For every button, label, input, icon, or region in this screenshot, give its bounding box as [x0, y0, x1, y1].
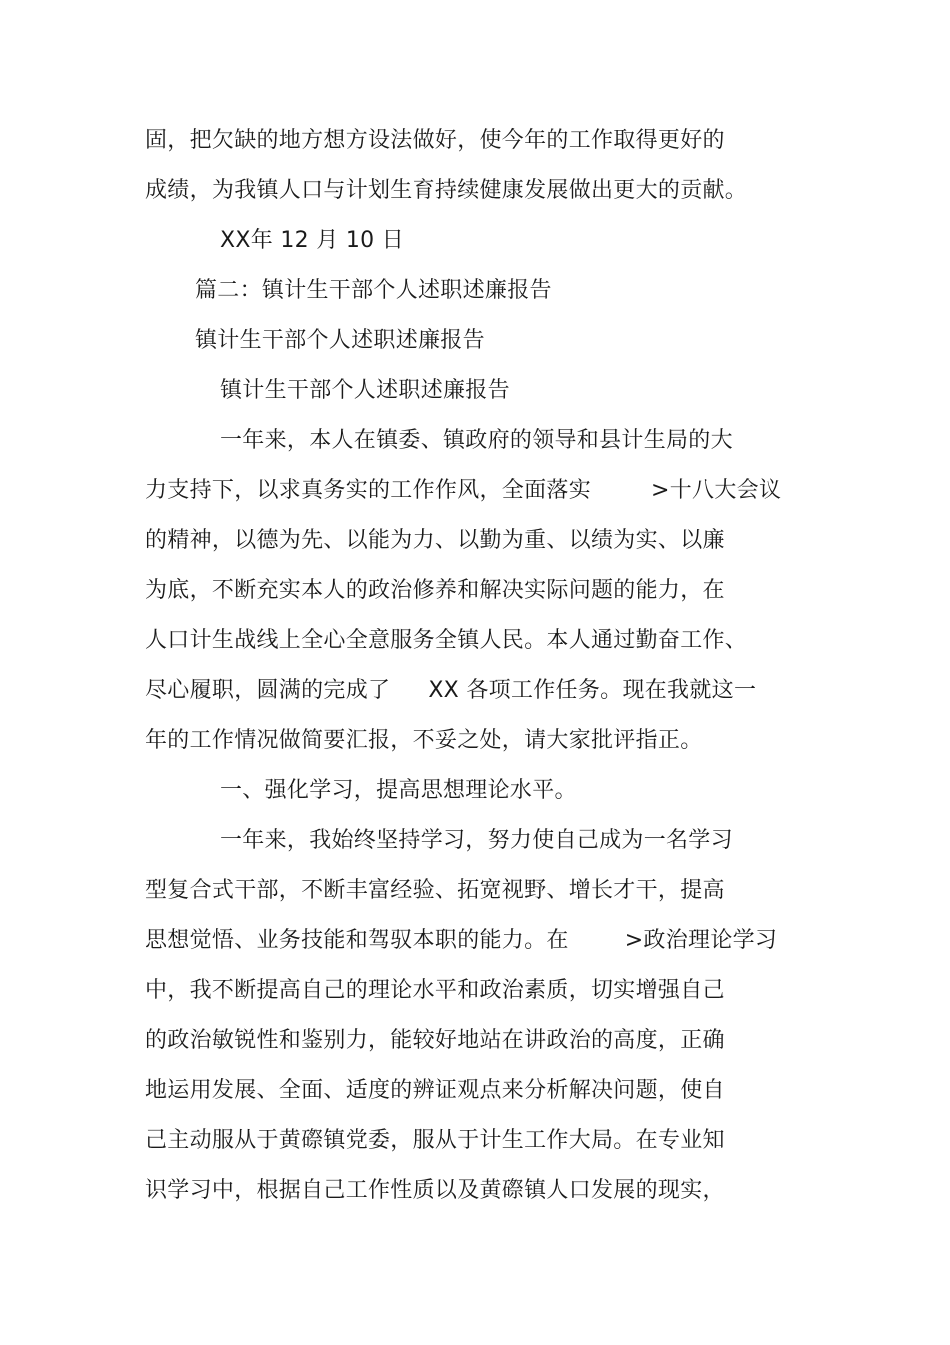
text-line — [145, 476, 781, 506]
text-line: 一年来，我始终坚持学习，努力使自己成为一名学习 — [220, 828, 733, 853]
text-segment: >政治理论学习 — [624, 928, 778, 953]
text-line: 成绩，为我镇人口与计划生育持续健康发展做出更大的贡献。 — [145, 178, 748, 203]
text-segment: XX 各项工作任务。现在我就这一 — [428, 678, 757, 703]
text-line: 人口计生战线上全心全意服务全镇人民。本人通过勤奋工作、 — [145, 628, 748, 653]
text-segment: 思想觉悟、业务技能和驾驭本职的能力。在 — [145, 928, 569, 953]
text-line: 地运用发展、全面、适度的辨证观点来分析解决问题，使自 — [145, 1078, 725, 1103]
text-line: 识学习中，根据自己工作性质以及黄磜镇人口发展的现实， — [145, 1178, 725, 1203]
text-line: 为底，不断充实本人的政治修养和解决实际问题的能力，在 — [145, 578, 725, 603]
text-line: 固，把欠缺的地方想方设法做好，使今年的工作取得更好的 — [145, 128, 725, 153]
section-title: 篇二：镇计生干部个人述职述廉报告 — [195, 278, 552, 303]
text-line: 的政治敏锐性和鉴别力，能较好地站在讲政治的高度，正确 — [145, 1028, 725, 1053]
text-segment: >十八大会议 — [651, 478, 782, 503]
text-line: 型复合式干部，不断丰富经验、拓宽视野、增长才干，提高 — [145, 878, 725, 903]
text-segment: 力支持下，以求真务实的工作作风，全面落实 — [145, 478, 592, 503]
report-title: 镇计生干部个人述职述廉报告 — [195, 328, 485, 353]
text-line — [145, 926, 777, 956]
text-line: 一年来，本人在镇委、镇政府的领导和县计生局的大 — [220, 428, 733, 453]
text-line: 的精神，以德为先、以能为力、以勤为重、以绩为实、以廉 — [145, 528, 725, 553]
text-segment: 尽心履职，圆满的完成了 — [145, 678, 391, 703]
text-line: 己主动服从于黄磜镇党委，服从于计生工作大局。在专业知 — [145, 1128, 725, 1153]
report-subtitle: 镇计生干部个人述职述廉报告 — [220, 378, 510, 403]
date-line: XX年 12 月 10 日 — [220, 228, 405, 253]
text-line: 中，我不断提高自己的理论水平和政治素质，切实增强自己 — [145, 978, 725, 1003]
text-line — [145, 676, 756, 706]
section-heading: 一、强化学习，提高思想理论水平。 — [220, 778, 577, 803]
text-line: 年的工作情况做简要汇报，不妥之处，请大家批评指正。 — [145, 728, 703, 753]
